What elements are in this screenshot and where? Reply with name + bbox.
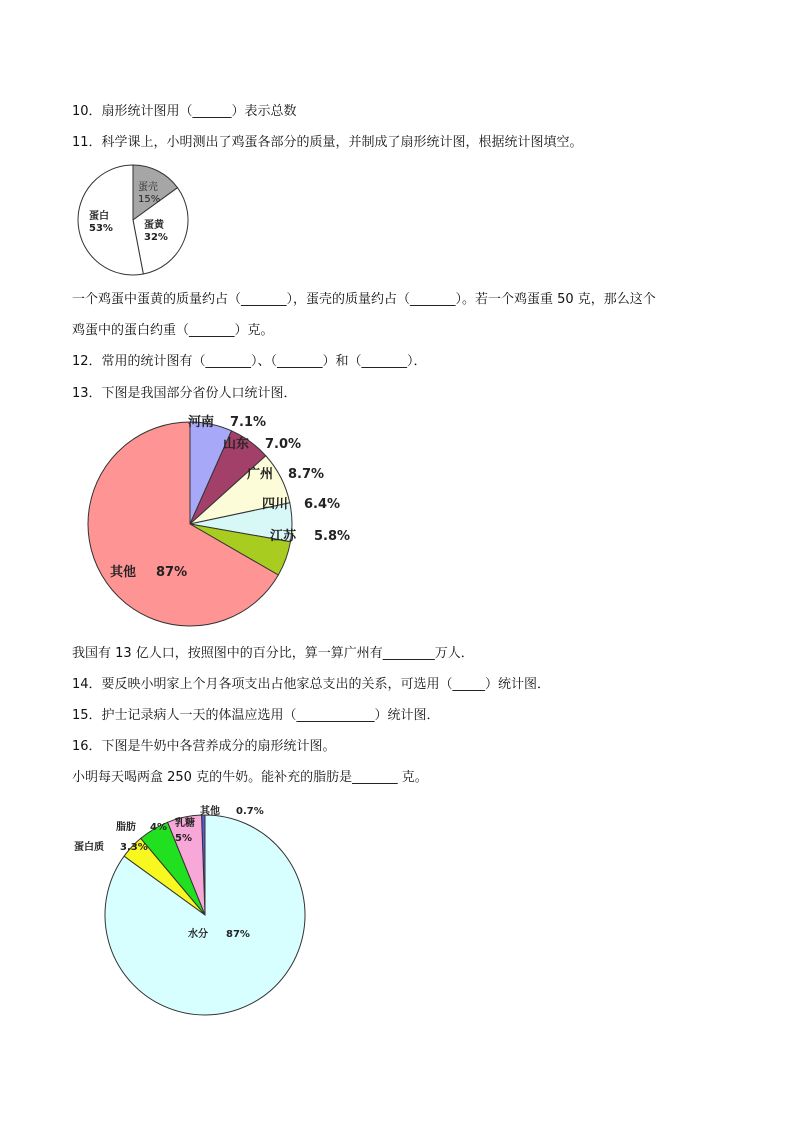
egg-label-white: 蛋白 — [89, 211, 109, 222]
population-pct-4: 6.4% — [304, 497, 341, 512]
milk-label-5: 水分 — [188, 929, 208, 940]
population-pct-2: 7.0% — [265, 437, 302, 452]
milk-pct-3: 4% — [150, 822, 167, 833]
question-11: 11．科学课上，小明测出了鸡蛋各部分的质量，并制成了扇形统计图，根据统计图填空。 — [72, 135, 583, 150]
population-pct-3: 8.7% — [288, 467, 325, 482]
population-label-4: 四川 — [262, 497, 289, 512]
question-12: 12．常用的统计图有（_______）、（_______）和（_______）． — [72, 354, 427, 369]
egg-pie-chart — [72, 163, 194, 277]
egg-pct-yolk: 32% — [144, 232, 168, 243]
population-label-1: 河南 — [188, 415, 215, 430]
milk-pct-2: 5% — [175, 833, 192, 844]
milk-pct-1: 0.7% — [236, 806, 264, 817]
population-pie-chart — [80, 410, 380, 632]
milk-label-2: 乳糖 — [175, 818, 195, 829]
milk-label-3: 脂肪 — [116, 822, 136, 833]
egg-pct-white: 53% — [89, 223, 113, 234]
milk-pct-5: 87% — [226, 929, 250, 940]
population-label-2: 山东 — [223, 437, 250, 452]
milk-label-4: 蛋白质 — [74, 842, 104, 853]
question-16: 16．下图是牛奶中各营养成分的扇形统计图。 — [72, 739, 336, 754]
milk-label-1: 其他 — [200, 806, 220, 817]
population-label-6: 其他 — [110, 565, 137, 580]
population-pct-6: 87% — [156, 565, 188, 580]
milk-pct-4: 3.3% — [120, 842, 148, 853]
milk-pie-chart — [60, 798, 320, 1020]
egg-pct-shell: 15% — [138, 194, 161, 205]
egg-label-shell: 蛋壳 — [138, 182, 158, 193]
question-10: 10．扇形统计图用（______）表示总数 — [72, 104, 297, 119]
population-label-3: 广州 — [247, 467, 274, 482]
question-13: 13．下图是我国部分省份人口统计图． — [72, 386, 297, 401]
population-pct-5: 5.8% — [314, 529, 351, 544]
question-16-text: 小明每天喝两盒 250 克的牛奶。能补充的脂肪是_______ 克。 — [72, 770, 428, 785]
question-15: 15．护士记录病人一天的体温应选用（____________）统计图． — [72, 708, 440, 723]
population-label-5: 江苏 — [270, 529, 297, 544]
question-11-text-1: 一个鸡蛋中蛋黄的质量约占（_______），蛋壳的质量约占（_______）。若一个鸡蛋重 50 克，那么这个 — [72, 292, 656, 307]
population-pct-1: 7.1% — [230, 415, 267, 430]
question-13-text: 我国有 13 亿人口，按照图中的百分比，算一算广州有________万人． — [72, 646, 474, 661]
question-14: 14．要反映小明家上个月各项支出占他家总支出的关系，可选用（_____）统计图． — [72, 677, 551, 692]
question-11-text-2: 鸡蛋中的蛋白约重（_______）克。 — [72, 323, 274, 338]
egg-label-yolk: 蛋黄 — [144, 220, 164, 231]
